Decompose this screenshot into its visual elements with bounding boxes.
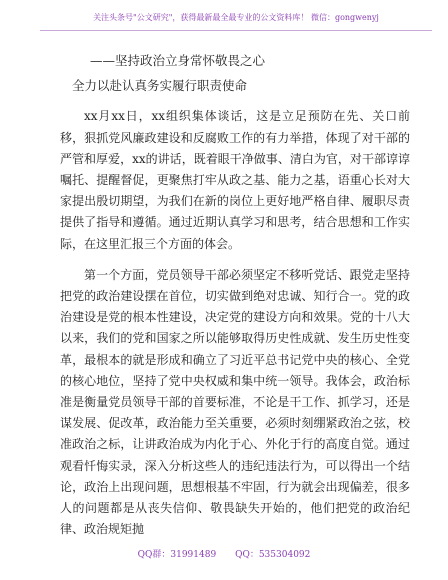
paragraph-intro: xx月xx日，xx组织集体谈话，这是立足预防在先、关口前移，狠抓党风廉政建设和反腐败工作的有力举措，体现了对干部的严管和厚爱，xx的讲话，既着眼干净做事、清白为官，对干部谆谆嘱托、提醒督促，更聚焦打牢从政之基、能力之基，语重心长对大家提出殷切期望，为我们在新的岗位上更好地严格自律、履职尽责提供了指导和遵循。通过近期认真学习和思考，结合思想和工作实际，在这里汇报三个方面的体会。 xyxy=(60,109,410,251)
document-body xyxy=(60,50,410,550)
footer-qq: QQ：535304092 xyxy=(235,550,311,560)
paragraph-first-aspect: 第一个方面，党员领导干部必须坚定不移听党话、跟党走坚持把党的政治建设摆在首位，切实做到绝对忠诚、知行合一。党的政治建设是党的根本性建设，决定党的建设方向和效果。党的十八大以来，我们的党和国家之所以能够取得历史性成就、发生历史性变革，最根本的就是形成和确立了习近平总书记党中央的核心、全党的核心地位，坚持了党中央权威和集中统一领导。我体会，政治标准是衡量党员领导干部的首要标准，不论是干工作、抓学习，还是谋发展、促改革，政治能力至关重要，必须时刻绷紧政治之弦，校准政治之标，让讲政治成为内化于心、外化于行的高度自觉。通过观看忏悔实录，深入分析这些人的违纪违法行为，可以得出一个结论，政治上出现问题，思想根基不牢固，行为就会出现偏差，很多人的问题都是从丧失信仰、敬畏缺失开始的，他们把党的政治纪律、政治规矩抛 xyxy=(60,267,410,537)
footer-qq-group: QQ群：31991489 xyxy=(137,550,217,560)
header-banner-text: 关注头条号"公文研究"，获得最新最全最专业的公文资料库！ 微信：gongwenyj xyxy=(93,13,379,22)
header-banner xyxy=(40,8,432,31)
footer xyxy=(0,547,448,560)
document-subtitle: 全力以赴认真务实履行职责使命 xyxy=(72,78,248,94)
document-title: ——坚持政治立身常怀敬畏之心 xyxy=(90,53,266,68)
